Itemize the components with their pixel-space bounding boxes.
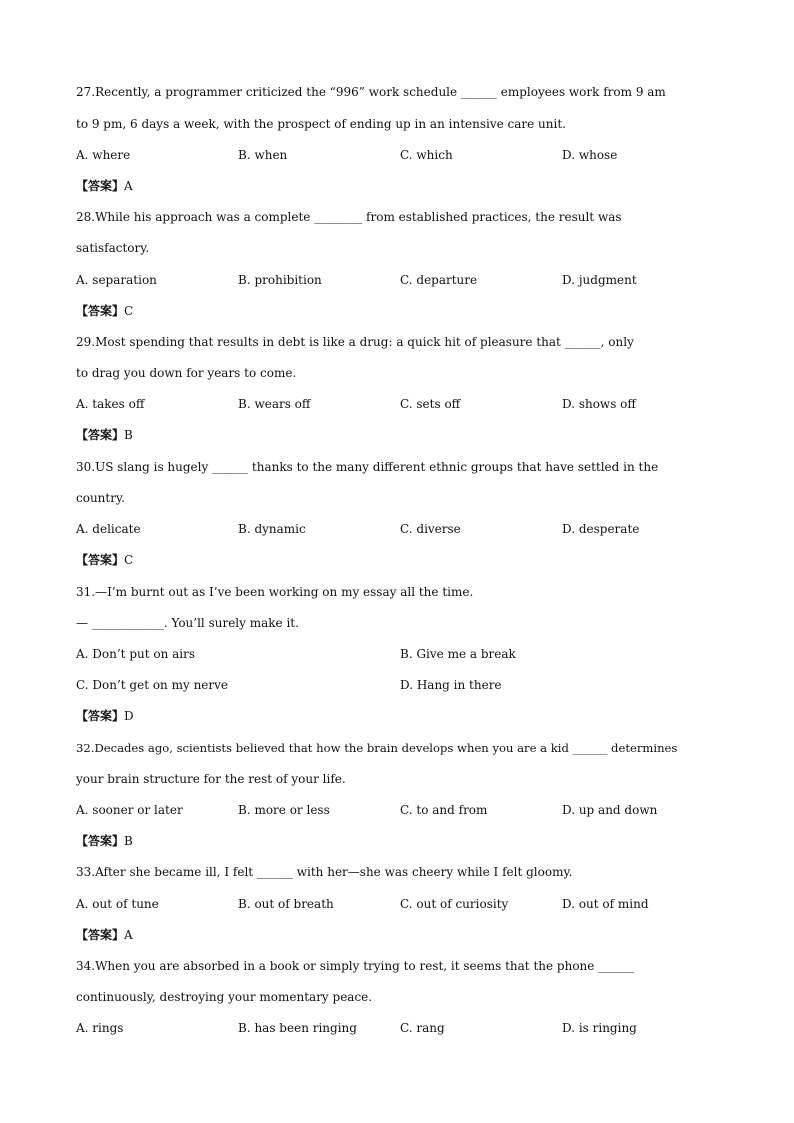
answer-tag: 【答案】 (76, 709, 125, 723)
question-33-option-b: B. out of breath (238, 897, 334, 911)
question-27-option-b: B. when (238, 148, 288, 162)
answer-letter: D (124, 709, 134, 723)
answer-tag: 【答案】 (76, 304, 125, 318)
question-27-stem-line-1: 27.Recently, a programmer criticized the “996” work schedule ______ employees work from 9 am (76, 85, 666, 99)
question-30-stem-line-2: country. (76, 491, 125, 505)
question-30-option-d: D. desperate (562, 522, 640, 536)
answer-letter: B (124, 428, 133, 442)
answer-tag: 【答案】 (76, 834, 125, 848)
answer-letter: B (124, 834, 133, 848)
question-28-stem-line-2: satisfactory. (76, 241, 150, 255)
question-33-stem-line-1: 33.After she became ill, I felt ______ with her—she was cheery while I felt gloomy. (76, 865, 573, 879)
question-34-option-c: C. rang (400, 1021, 445, 1035)
question-28-answer (76, 303, 133, 319)
answer-tag: 【答案】 (76, 928, 125, 942)
question-31-stem-line-1: 31.—I’m burnt out as I’ve been working on my essay all the time. (76, 585, 474, 599)
question-27-stem-line-2: to 9 pm, 6 days a week, with the prospect of ending up in an intensive care unit. (76, 117, 566, 131)
question-31-option-c: C. Don’t get on my nerve (76, 678, 229, 692)
question-30-stem-line-1: 30.US slang is hugely ______ thanks to the many different ethnic groups that have settled in the (76, 460, 659, 474)
answer-tag: 【答案】 (76, 179, 125, 193)
question-30-option-b: B. dynamic (238, 522, 306, 536)
question-31-option-a: A. Don’t put on airs (76, 647, 196, 661)
question-33-option-d: D. out of mind (562, 897, 649, 911)
question-29-stem-line-2: to drag you down for years to come. (76, 366, 297, 380)
question-31-answer (76, 708, 134, 724)
question-34-option-d: D. is ringing (562, 1021, 637, 1035)
question-27-option-a: A. where (76, 148, 131, 162)
answer-letter: C (124, 304, 134, 318)
question-32-stem-line-2: your brain structure for the rest of your life. (76, 772, 346, 786)
answer-letter: C (124, 553, 134, 567)
answer-letter: A (124, 928, 133, 942)
question-27-answer (76, 178, 133, 194)
question-34-option-a: A. rings (76, 1021, 124, 1035)
question-27-option-c: C. which (400, 148, 453, 162)
question-29-option-d: D. shows off (562, 397, 636, 411)
answer-tag: 【答案】 (76, 428, 125, 442)
question-29-stem-line-1: 29.Most spending that results in debt is like a drug: a quick hit of pleasure that ______, only (76, 335, 634, 349)
question-29-option-a: A. takes off (76, 397, 145, 411)
question-29-option-c: C. sets off (400, 397, 461, 411)
question-32-option-b: B. more or less (238, 803, 330, 817)
question-28-option-a: A. separation (76, 273, 157, 287)
question-28-stem-line-1: 28.While his approach was a complete ________ from established practices, the result was (76, 210, 622, 224)
question-29-option-b: B. wears off (238, 397, 311, 411)
question-28-option-b: B. prohibition (238, 273, 322, 287)
question-31-option-b: B. Give me a break (400, 647, 516, 661)
question-28-option-c: C. departure (400, 273, 478, 287)
question-30-answer (76, 552, 133, 568)
question-33-option-c: C. out of curiosity (400, 897, 509, 911)
question-32-option-c: C. to and from (400, 803, 488, 817)
question-29-answer (76, 427, 133, 443)
question-32-answer (76, 833, 133, 849)
question-31-option-d: D. Hang in there (400, 678, 502, 692)
question-34-stem-line-2: continuously, destroying your momentary peace. (76, 990, 373, 1004)
question-32-option-d: D. up and down (562, 803, 658, 817)
question-27-option-d: D. whose (562, 148, 618, 162)
question-33-option-a: A. out of tune (76, 897, 159, 911)
answer-letter: A (124, 179, 133, 193)
question-34-option-b: B. has been ringing (238, 1021, 357, 1035)
question-31-stem-line-2: — ____________. You’ll surely make it. (76, 616, 299, 630)
question-33-answer (76, 927, 133, 943)
question-30-option-a: A. delicate (76, 522, 141, 536)
question-34-stem-line-1: 34.When you are absorbed in a book or simply trying to rest, it seems that the phone ______ (76, 959, 635, 973)
question-28-option-d: D. judgment (562, 273, 637, 287)
question-32-stem-line-1: 32.Decades ago, scientists believed that how the brain develops when you are a kid ______ determines (76, 741, 678, 755)
question-32-option-a: A. sooner or later (76, 803, 183, 817)
question-30-option-c: C. diverse (400, 522, 461, 536)
answer-tag: 【答案】 (76, 553, 125, 567)
